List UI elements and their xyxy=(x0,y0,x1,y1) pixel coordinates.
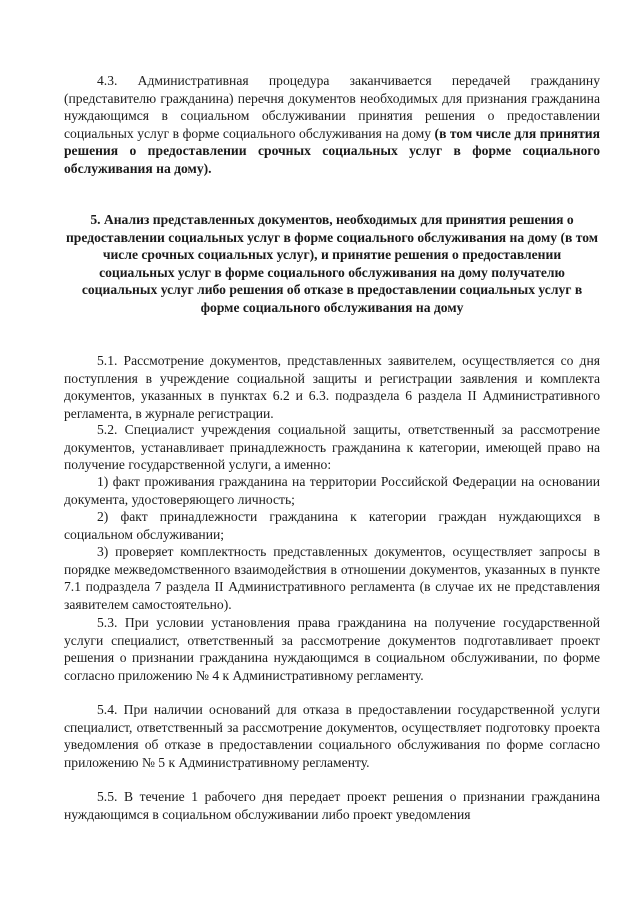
paragraph-5-1: 5.1. Рассмотрение документов, представленных заявителем, осуществляется со дня поступления в учреждение социальной защиты и регистрации заявления и комплекта документов, указанных в пунктах 6.2 и 6.3. подраздела 6 раздела II Административного регламента, в журнале регистрации. xyxy=(64,353,600,421)
paragraph-4-3-bold-text: (в том числе для принятия решения о предоставлении срочных социальных услуг в форме социального обслуживания на дому). xyxy=(64,125,600,176)
section-5-heading: 5. Анализ представленных документов, необходимых для принятия решения о предоставлении социальных услуг в форме социального обслуживания на дому (в том числе срочных социальных услуг), и принятие решения о предоставлении социальных услуг в форме социального обслуживания на дому получателю социальных услуг либо решения об отказе в предоставлении социальных услуг в форме социального обслуживания на дому xyxy=(65,212,599,315)
paragraph-5-5: 5.5. В течение 1 рабочего дня передает проект решения о признании гражданина нуждающимся в социальном обслуживании либо проект уведомления xyxy=(64,789,600,822)
list-item-5-2-1: 1) факт проживания гражданина на территории Российской Федерации на основании документа, удостоверяющего личность; xyxy=(64,474,600,507)
list-item-5-2-2: 2) факт принадлежности гражданина к категории граждан нуждающихся в социальном обслуживании; xyxy=(64,509,600,542)
paragraph-5-4: 5.4. При наличии оснований для отказа в предоставлении государственной услуги специалист, ответственный за рассмотрение документов, осуществляет подготовку проекта уведомления об отказе в предоставлении социального обслуживания по форме согласно приложению № 5 к Административному регламенту. xyxy=(64,702,600,770)
paragraph-5-3: 5.3. При условии установления права гражданина на получение государственной услуги специалист, ответственный за рассмотрение документов подготавливает проект решения о признании гражданина нуждающимся в социальном обслуживании, по форме согласно приложению № 4 к Административному регламенту. xyxy=(64,615,600,683)
paragraph-4-3-text: 4.3. Административная процедура заканчивается передачей гражданину (представителю гражданина) перечня документов необходимых для признания гражданина нуждающимся в социальном обслуживании принятия решения о предоставлении социальных услуг в форме социального обслуживания на дому xyxy=(64,73,600,141)
paragraph-4-3 xyxy=(64,72,600,178)
paragraph-5-2: 5.2. Специалист учреждения социальной защиты, ответственный за рассмотрение документов, устанавливает принадлежность гражданина к категории, имеющей право на получение государственной услуги, а именно: xyxy=(64,422,600,473)
list-item-5-2-3: 3) проверяет комплектность представленных документов, осуществляет запросы в порядке межведомственного взаимодействия в отношении документов, указанных в пункте 7.1 подраздела 7 раздела II Административного регламента (в случае их не представления заявителем самостоятельно). xyxy=(64,544,600,612)
